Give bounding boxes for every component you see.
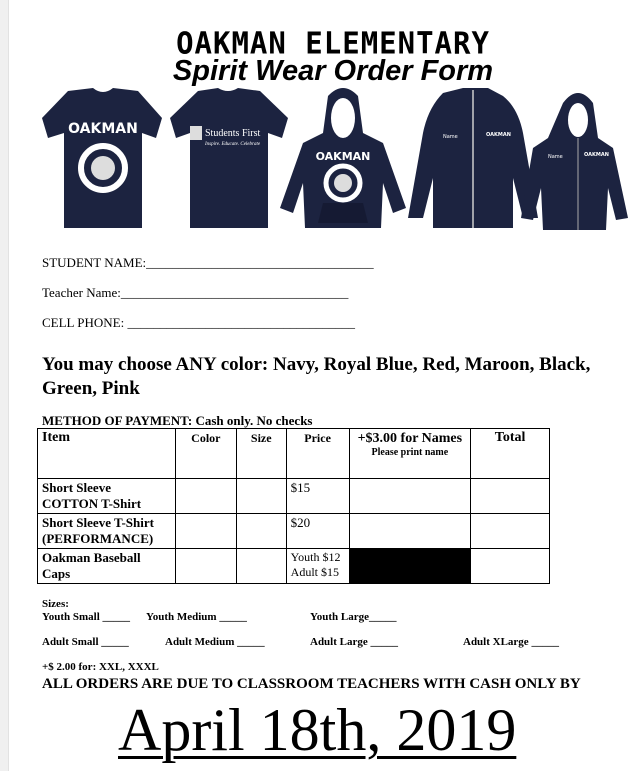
- svg-text:Name: Name: [548, 154, 563, 160]
- item-cell: [38, 549, 176, 584]
- order-table: [37, 428, 550, 584]
- student-name-field[interactable]: STUDENT NAME:___________________________________: [42, 255, 374, 270]
- form-subtitle: Spirit Wear Order Form: [172, 55, 494, 87]
- due-note: ALL ORDERS ARE DUE TO CLASSROOM TEACHERS WITH CASH ONLY BY: [42, 676, 581, 692]
- size-adult-large[interactable]: Adult Large _____: [310, 636, 398, 648]
- zip-hoodie-image: [521, 93, 628, 230]
- price-cell: [286, 514, 349, 549]
- header-price: Price: [286, 429, 349, 479]
- names-cell[interactable]: [349, 514, 471, 549]
- total-cell[interactable]: [471, 479, 550, 514]
- color-cell[interactable]: [175, 479, 236, 514]
- item-line: Short Sleeve: [42, 480, 111, 495]
- table-row: [38, 514, 550, 549]
- header-size: Size: [236, 429, 286, 479]
- tshirt-front-image: [42, 88, 162, 228]
- names-cell-blocked: [349, 549, 471, 584]
- color-cell[interactable]: [175, 514, 236, 549]
- price-line: Youth $12: [290, 550, 341, 564]
- names-cell[interactable]: [349, 479, 471, 514]
- header-item: Item: [38, 429, 176, 479]
- due-date: April 18th, 2019: [118, 697, 517, 763]
- page-edge: [0, 0, 9, 771]
- total-cell[interactable]: [471, 549, 550, 584]
- size-cell[interactable]: [236, 479, 286, 514]
- size-cell[interactable]: [236, 514, 286, 549]
- svg-text:OAKMAN: OAKMAN: [486, 132, 511, 138]
- hoodie-image: [280, 88, 406, 228]
- item-line: Short Sleeve T-Shirt: [42, 515, 154, 530]
- header-total: Total: [471, 429, 550, 479]
- tshirt-back-image: [170, 88, 288, 228]
- surcharge-note: +$ 2.00 for: XXL, XXXL: [42, 661, 159, 673]
- item-line: Oakman Baseball: [42, 550, 141, 565]
- size-adult-small[interactable]: Adult Small _____: [42, 636, 129, 648]
- table-row: [38, 549, 550, 584]
- price-cell: [286, 549, 349, 584]
- size-youth-small[interactable]: Youth Small _____: [42, 611, 131, 623]
- header-names-label: +$3.00 for Names: [357, 431, 463, 446]
- svg-text:OAKMAN: OAKMAN: [584, 152, 609, 158]
- header-color: Color: [175, 429, 236, 479]
- svg-text:OAKMAN: OAKMAN: [315, 150, 371, 163]
- item-line: Caps: [42, 566, 71, 581]
- size-cell[interactable]: [236, 549, 286, 584]
- header-names-sub: Please print name: [371, 447, 449, 458]
- item-line: (PERFORMANCE): [42, 531, 154, 546]
- apparel-images: [38, 88, 628, 230]
- table-row: [38, 479, 550, 514]
- price-cell: [286, 479, 349, 514]
- svg-text:Name: Name: [443, 134, 458, 140]
- cell-phone-field[interactable]: CELL PHONE: ___________________________________: [42, 315, 355, 330]
- svg-text:Students First: Students First: [205, 128, 261, 139]
- payment-method-note: METHOD OF PAYMENT: Cash only. No checks: [42, 413, 313, 428]
- size-adult-xlarge[interactable]: Adult XLarge _____: [463, 636, 559, 648]
- header-names: [349, 429, 471, 479]
- size-adult-medium[interactable]: Adult Medium _____: [165, 636, 265, 648]
- svg-text:Inspire. Educate. Celebrate: Inspire. Educate. Celebrate: [205, 142, 261, 147]
- item-cell: [38, 479, 176, 514]
- item-cell: [38, 514, 176, 549]
- price-line: $15: [290, 480, 311, 495]
- svg-text:OAKMAN: OAKMAN: [68, 121, 138, 137]
- price-line: Adult $15: [290, 565, 340, 579]
- size-youth-large[interactable]: Youth Large_____: [310, 611, 397, 623]
- table-header-row: [38, 429, 550, 479]
- sizes-label: Sizes:: [42, 598, 69, 610]
- color-choices-note: You may choose ANY color: Navy, Royal Blue, Red, Maroon, Black, Green, Pink: [42, 354, 591, 399]
- total-cell[interactable]: [471, 514, 550, 549]
- teacher-name-field[interactable]: Teacher Name:___________________________________: [42, 285, 349, 300]
- item-line: COTTON T-Shirt: [42, 496, 142, 511]
- size-youth-medium[interactable]: Youth Medium _____: [146, 611, 247, 623]
- price-line: $20: [290, 515, 311, 530]
- school-title: OAKMAN ELEMENTARY: [176, 25, 490, 61]
- color-cell[interactable]: [175, 549, 236, 584]
- zip-jacket-image: [408, 88, 538, 228]
